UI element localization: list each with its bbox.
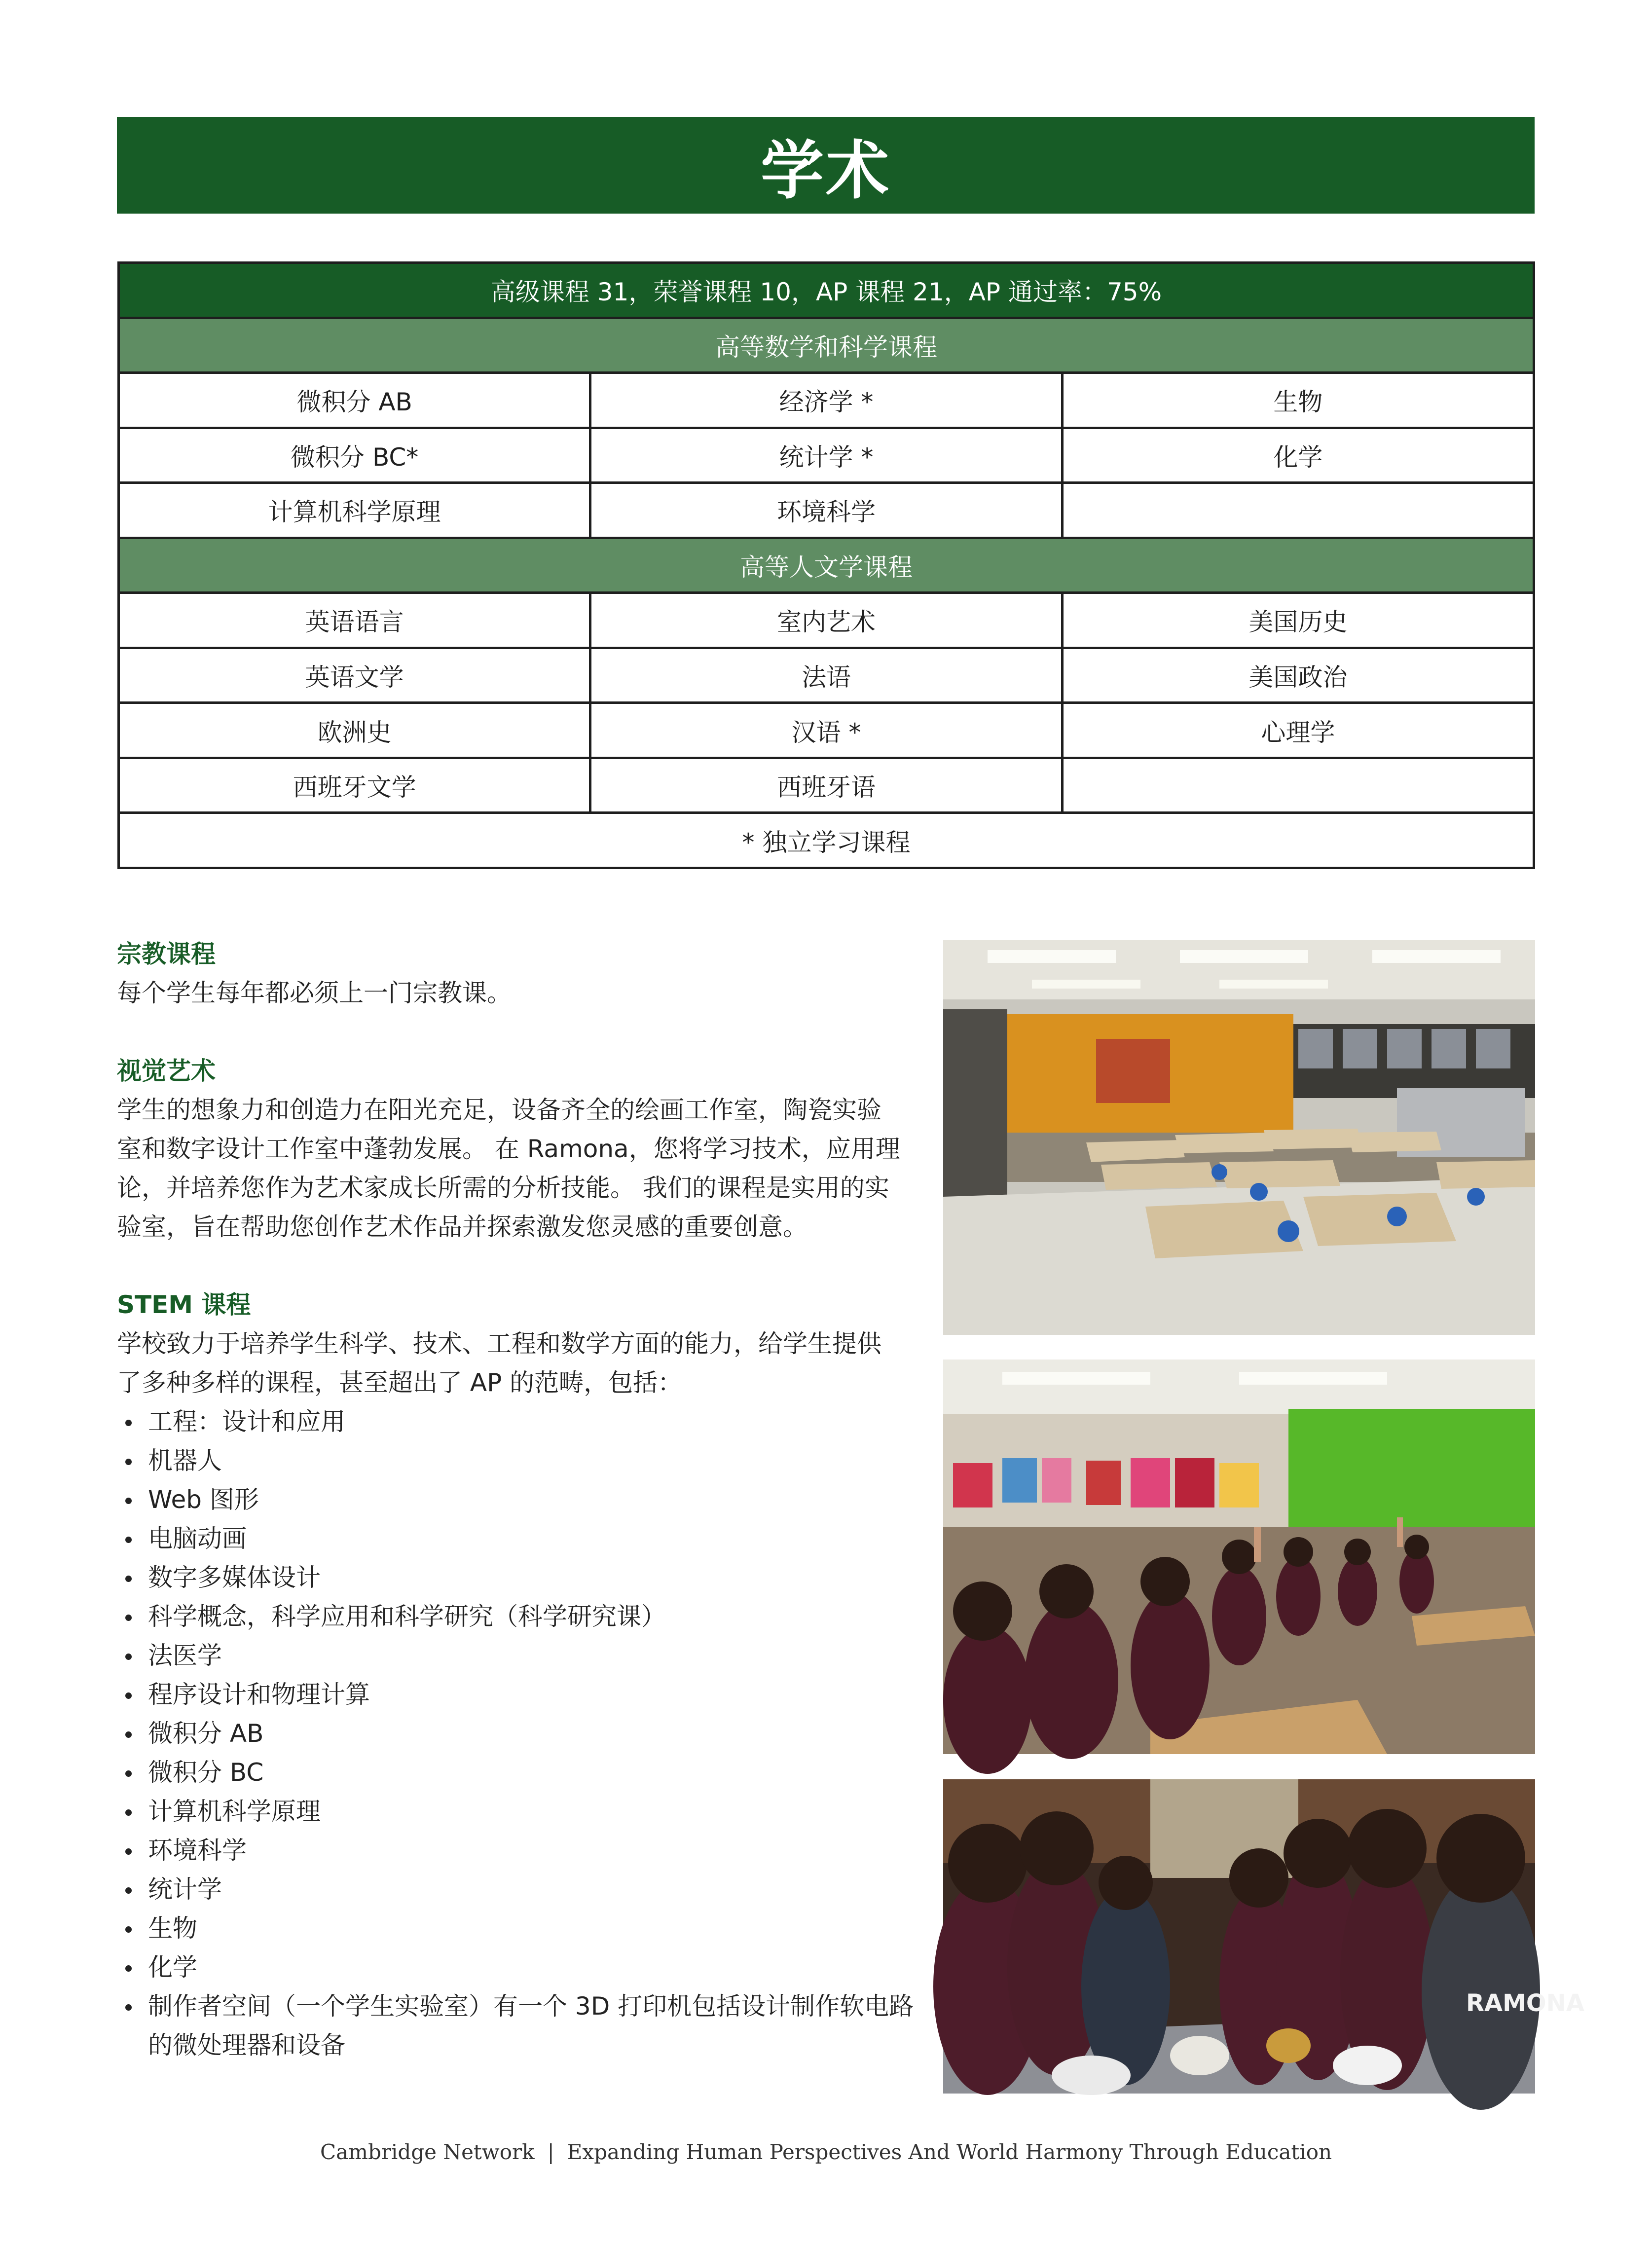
course-table	[117, 261, 1535, 869]
visual-arts-line: 论，并培养您作为艺术家成长所需的分析技能。 我们的课程是实用的实	[117, 1174, 889, 1202]
humanities-heading: 高等人文学课程	[119, 538, 1534, 593]
list-item: 程序设计和物理计算	[117, 1675, 916, 1714]
table-cell: 生物	[1062, 373, 1534, 428]
stem-course-list	[117, 1402, 916, 2065]
students-lab-photo	[943, 1779, 1584, 2094]
ramona-sweater-text: RAMONA	[1466, 1989, 1584, 2017]
table-footnote: * 独立学习课程	[119, 813, 1534, 868]
classroom-photo	[943, 940, 1535, 1335]
list-item: 化学	[117, 1948, 916, 1987]
table-cell: 环境科学	[590, 483, 1062, 538]
table-row	[119, 813, 1534, 868]
table-row	[119, 593, 1534, 648]
table-cell-empty	[1062, 758, 1534, 813]
religion-body: 每个学生每年都必须上一门宗教课。	[117, 979, 512, 1007]
page-title: 学术	[760, 134, 891, 208]
table-cell: 西班牙语	[590, 758, 1062, 813]
course-stats: 高级课程 31，荣誉课程 10，AP 课程 21，AP 通过率：75%	[119, 263, 1534, 318]
table-row	[119, 758, 1534, 813]
page-title-banner	[117, 117, 1535, 214]
table-cell: 美国政治	[1062, 648, 1534, 703]
table-row	[119, 263, 1534, 318]
table-cell: 微积分 BC*	[119, 428, 590, 483]
stem-intro-line: 了多种多样的课程，甚至超出了 AP 的范畴，包括：	[117, 1368, 683, 1397]
list-item: 法医学	[117, 1636, 916, 1675]
stem-section	[117, 1286, 916, 2065]
list-item: 计算机科学原理	[117, 1792, 916, 1831]
table-cell: 汉语 *	[590, 703, 1062, 758]
students-classroom-photo	[943, 1360, 1535, 1754]
page-footer	[0, 2140, 1652, 2164]
religion-section	[117, 935, 916, 1013]
list-item: 生物	[117, 1909, 916, 1948]
table-cell: 统计学 *	[590, 428, 1062, 483]
table-cell-empty	[1062, 483, 1534, 538]
visual-arts-title: 视觉艺术	[117, 1057, 216, 1085]
religion-title: 宗教课程	[117, 940, 216, 968]
table-cell: 计算机科学原理	[119, 483, 590, 538]
list-item: 微积分 BC	[117, 1753, 916, 1792]
table-row	[119, 483, 1534, 538]
table-cell: 欧洲史	[119, 703, 590, 758]
table-row	[119, 428, 1534, 483]
stem-intro-line: 学校致力于培养学生科学、技术、工程和数学方面的能力，给学生提供	[117, 1329, 881, 1358]
table-cell: 室内艺术	[590, 593, 1062, 648]
visual-arts-line: 验室，旨在帮助您创作艺术作品并探索激发您灵感的重要创意。	[117, 1213, 808, 1241]
table-cell: 微积分 AB	[119, 373, 590, 428]
table-cell: 英语语言	[119, 593, 590, 648]
table-row	[119, 538, 1534, 593]
table-row	[119, 373, 1534, 428]
list-item: 电脑动画	[117, 1519, 916, 1558]
table-cell: 西班牙文学	[119, 758, 590, 813]
table-cell: 化学	[1062, 428, 1534, 483]
visual-arts-section	[117, 1052, 916, 1247]
table-cell: 法语	[590, 648, 1062, 703]
list-item: Web 图形	[117, 1480, 916, 1519]
list-item: 机器人	[117, 1441, 916, 1480]
table-cell: 经济学 *	[590, 373, 1062, 428]
list-item: 工程：设计和应用	[117, 1402, 916, 1441]
stem-title: STEM 课程	[117, 1290, 251, 1319]
table-row	[119, 648, 1534, 703]
list-item: 统计学	[117, 1870, 916, 1909]
table-row	[119, 318, 1534, 373]
table-cell: 心理学	[1062, 703, 1534, 758]
footer-org: Cambridge Network	[320, 2140, 535, 2164]
list-item: 数字多媒体设计	[117, 1558, 916, 1597]
visual-arts-line: 学生的想象力和创造力在阳光充足，设备齐全的绘画工作室，陶瓷实验	[117, 1096, 881, 1124]
list-item: 环境科学	[117, 1831, 916, 1870]
list-item: 科学概念，科学应用和科学研究（科学研究课）	[117, 1597, 916, 1636]
list-item: 微积分 AB	[117, 1714, 916, 1753]
table-cell: 英语文学	[119, 648, 590, 703]
math-science-heading: 高等数学和科学课程	[119, 318, 1534, 373]
footer-tagline: Expanding Human Perspectives And World Harmony Through Education	[567, 2140, 1332, 2164]
program-descriptions	[117, 935, 916, 2065]
table-cell: 美国历史	[1062, 593, 1534, 648]
footer-separator: |	[547, 2140, 554, 2164]
list-item: 制作者空间（一个学生实验室）有一个 3D 打印机包括设计制作软电路的微处理器和设备	[117, 1987, 916, 2065]
visual-arts-line: 室和数字设计工作室中蓬勃发展。 在 Ramona，您将学习技术，应用理	[117, 1135, 900, 1163]
table-row	[119, 703, 1534, 758]
